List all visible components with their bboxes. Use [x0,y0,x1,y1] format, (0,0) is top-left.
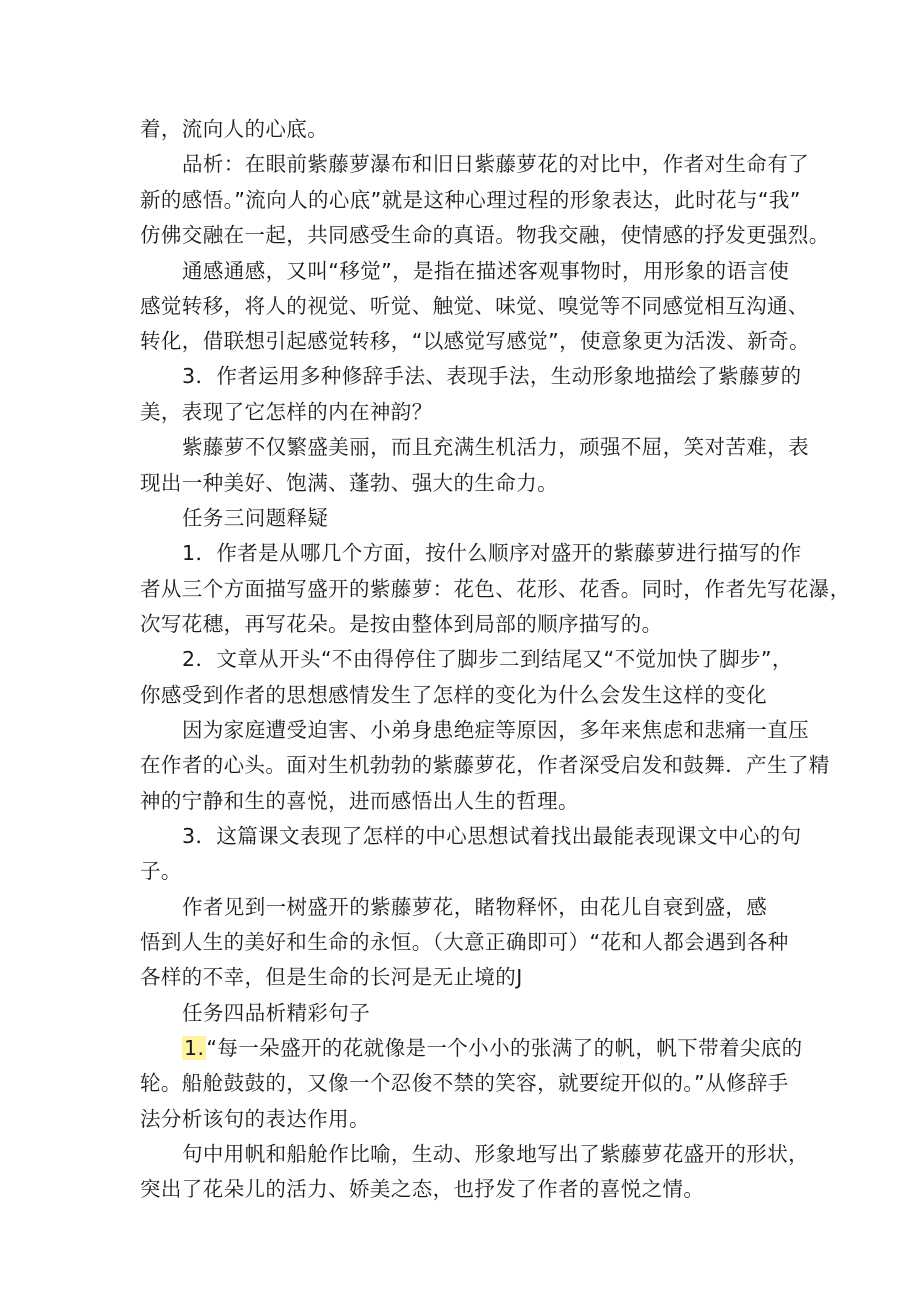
text-line: 因为家庭遭受迫害、小弟身患绝症等原因，多年来焦虑和悲痛一直压 [182,718,809,742]
text-line: 新的感悟。”流向人的心底”就是这种心理过程的形象表达，此时花与“我” [140,188,801,212]
text-line: 突出了花朵儿的活力、娇美之态，也抒发了作者的喜悦之情。 [140,1177,705,1201]
text-line: 转化，借联想引起感觉转移，“以感觉写感觉”，使意象更为活泼、新奇。 [140,329,810,353]
text-line: 句中用帆和船舱作比喻，生动、形象地写出了紫藤萝花盛开的形状， [182,1142,809,1166]
text-line: 者从三个方面描写盛开的紫藤萝：花色、花形、花香。同时，作者先写花瀑， [140,577,851,601]
text-line: 各样的不幸，但是生命的长河是无止境的J [140,965,523,989]
text-line: 通感通感，又叫“移觉”，是指在描述客观事物时，用形象的语言使 [182,259,790,283]
text-line: 1．作者是从哪几个方面，按什么顺序对盛开的紫藤萝进行描写的作 [182,541,802,565]
text-line: 仿佛交融在一起，共同感受生命的真语。物我交融，使情感的抒发更强烈。 [140,223,830,247]
text-line: 2．文章从开头“不由得停住了脚步二到结尾又“不觉加快了脚步”， [182,647,793,671]
text-line: 作者见到一树盛开的紫藤萝花，睹物释怀，由花儿自衰到盛，感 [182,895,768,919]
text-line: 神的宁静和生的喜悦，进而感悟出人生的哲理。 [140,789,579,813]
question-text: “每一朵盛开的花就像是一个小小的张满了的帆，帆下带着尖底的 [206,1036,803,1060]
text-line: 你感受到作者的思想感情发生了怎样的变化为什么会发生这样的变化 [140,683,767,707]
text-line: 法分析该句的表达作用。 [140,1107,370,1131]
text-line: 轮。船舱鼓鼓的，又像一个忍俊不禁的笑容，就要绽开似的。”从修辞手 [140,1071,789,1095]
text-line: 紫藤萝不仅繁盛美丽，而且充满生机活力，顽强不屈，笑对苦难，表 [182,435,809,459]
highlighted-number: 1. [184,1036,205,1060]
text-line: 着，流向人的心底。 [140,117,329,141]
text-line: 3．作者运用多种修辞手法、表现手法，生动形象地描绘了紫藤萝的 [182,364,802,388]
text-line: 感觉转移，将人的视觉、听觉、触觉、味觉、嗅觉等不同感觉相互沟通、 [140,294,809,318]
text-line: 品析：在眼前紫藤萝瀑布和旧日紫藤萝花的对比中，作者对生命有了 [182,152,809,176]
text-line: 子。 [140,859,182,883]
section-heading: 任务三问题释疑 [182,506,329,530]
section-heading: 任务四品析精彩句子 [182,1001,371,1025]
text-line: 现出一种美好、饱满、蓬勃、强大的生命力。 [140,471,558,495]
text-line: 在作者的心头。面对生机勃勃的紫藤萝花，作者深受启发和鼓舞．产生了精 [140,753,830,777]
text-line: 次写花穗，再写花朵。是按由整体到局部的顺序描写的。 [140,612,663,636]
question-line [182,1035,803,1061]
text-line: 悟到人生的美好和生命的永恒。（大意正确即可）“花和人都会遇到各种 [140,930,789,954]
text-line: 美，表现了它怎样的内在神韵？ [140,400,433,424]
text-line: 3．这篇课文表现了怎样的中心思想试着找出最能表现课文中心的句 [182,824,802,848]
